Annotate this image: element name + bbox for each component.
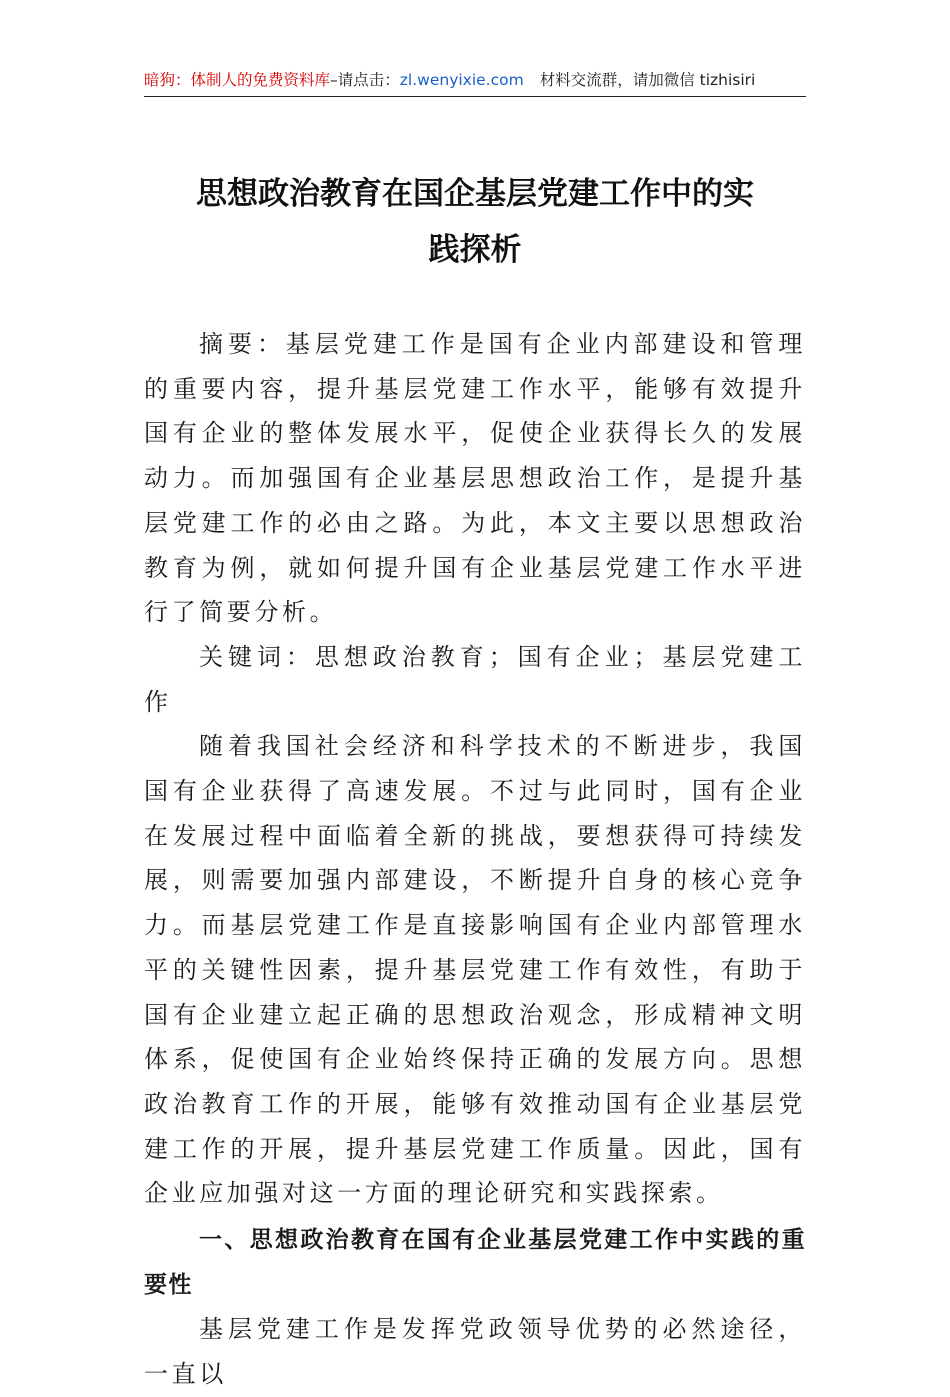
header-click-prompt: –请点击：	[330, 71, 400, 89]
keywords-paragraph: 关键词：思想政治教育；国有企业；基层党建工作	[144, 642, 806, 716]
page-header	[144, 66, 806, 97]
section-1-paragraph: 基层党建工作是发挥党政领导优势的必然途径，一直以	[144, 1315, 806, 1389]
title-line-2: 践探析	[428, 232, 522, 268]
intro-paragraph: 随着我国社会经济和科学技术的不断进步，我国国有企业获得了高速发展。不过与此同时，国有企业在发展过程中面临着全新的挑战，要想获得可持续发展，则需要加强内部建设，不断提升自身的核心竞争力。而基层党建工作是直接影响国有企业内部管理水平的关键性因素，提升基层党建工作有效性，有助于国有企业建立起正确的思想政治观念，形成精神文明体系，促使国有企业始终保持正确的发展方向。思想政治教育工作的开展，能够有效推动国有企业基层党建工作的开展，提升基层党建工作质量。因此，国有企业应加强对这一方面的理论研究和实践探索。	[144, 732, 806, 1208]
title-line-1: 思想政治教育在国企基层党建工作中的实	[196, 176, 754, 212]
document-title	[144, 166, 806, 278]
header-group-note: 材料交流群，请加微信 tizhisiri	[539, 71, 756, 89]
section-1-heading: 一、思想政治教育在国有企业基层党建工作中实践的重要性	[144, 1227, 806, 1298]
document-body	[144, 322, 806, 1397]
abstract-paragraph: 摘要：基层党建工作是国有企业内部建设和管理的重要内容，提升基层党建工作水平，能够有效提升国有企业的整体发展水平，促使企业获得长久的发展动力。而加强国有企业基层思想政治工作，是提升基层党建工作的必由之路。为此，本文主要以思想政治教育为例，就如何提升国有企业基层党建工作水平进行了简要分析。	[144, 330, 806, 627]
header-brand: 暗狗：体制人的免费资料库	[144, 71, 331, 89]
header-url-link[interactable]: zl.wenyixie.com	[399, 71, 524, 89]
